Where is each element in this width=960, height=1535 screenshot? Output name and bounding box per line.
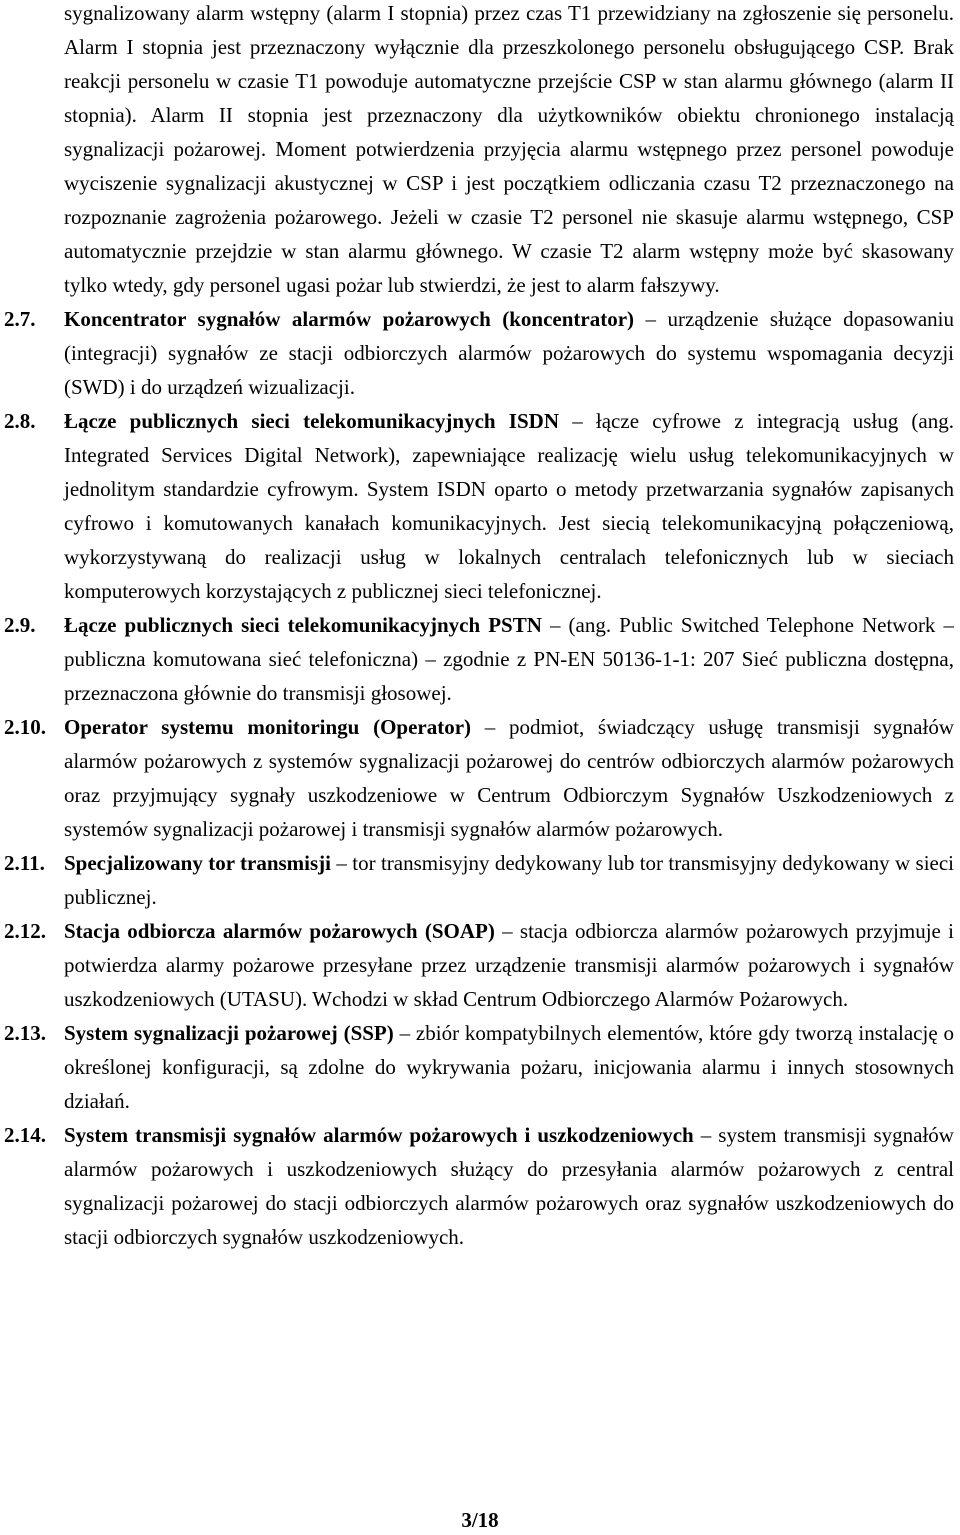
- definition-text: [64, 914, 954, 1016]
- definition-number: 2.13.: [4, 1021, 46, 1045]
- definition-term: Specjalizowany tor transmisji: [64, 851, 332, 875]
- definition-text: [64, 404, 954, 608]
- definition-number: 2.14.: [4, 1123, 46, 1147]
- definition-term: System sygnalizacji pożarowej (SSP): [64, 1021, 394, 1045]
- definition-term: System transmisji sygnałów alarmów pożarowych i uszkodzeniowych: [64, 1123, 694, 1147]
- definition-body: – (ang. Public Switched Telephone Network – publiczna komutowana sieć telefoniczna) – zgodnie z PN-EN 50136-1-1: 207 Sieć publiczna dostępna, przeznaczona głównie do transmisji głosowej.: [64, 613, 954, 705]
- definition-number: 2.11.: [4, 851, 45, 875]
- definition-text: [64, 302, 954, 404]
- definition-text: [64, 846, 954, 914]
- definition-term: Stacja odbiorcza alarmów pożarowych (SOAP): [64, 919, 495, 943]
- definition-number: 2.10.: [4, 715, 46, 739]
- definition-term: Łącze publicznych sieci telekomunikacyjnych ISDN: [64, 409, 559, 433]
- definition-term: Koncentrator sygnałów alarmów pożarowych (koncentrator): [64, 307, 635, 331]
- definition-term: Łącze publicznych sieci telekomunikacyjnych PSTN: [64, 613, 542, 637]
- definition-text: [64, 1016, 954, 1118]
- page-number: 3/18: [461, 1508, 499, 1532]
- definition-2-14: [0, 1118, 960, 1254]
- definition-text: [64, 1118, 954, 1254]
- definition-body: – podmiot, świadczący usługę transmisji sygnałów alarmów pożarowych z systemów sygnalizacji pożarowej do centrów odbiorczych alarmów pożarowych oraz przyjmujący sygnały uszkodzeniowe w Centrum Odbiorczym Sygnałów Uszkodzeniowych z systemów sygnalizacji pożarowej i transmisji sygnałów alarmów pożarowych.: [64, 715, 954, 841]
- definition-term: Operator systemu monitoringu (Operator): [64, 715, 472, 739]
- definition-2-7: [0, 302, 960, 404]
- definition-body: – łącze cyfrowe z integracją usług (ang. Integrated Services Digital Network), zapewniające realizację wielu usług telekomunikacyjnych w jednolitym standardzie cyfrowym. System ISDN oparto o metody przetwarzania sygnałów zapisanych cyfrowo i komutowanych kanałach komunikacyjnych. Jest siecią telekomunikacyjną połączeniową, wykorzystywaną do realizacji usług w lokalnych centralach telefonicznych lub w sieciach komputerowych korzystających z publicznej sieci telefonicznej.: [64, 409, 954, 603]
- definition-2-8: [0, 404, 960, 608]
- definition-number: 2.7.: [4, 307, 36, 331]
- definition-2-10: [0, 710, 960, 846]
- definition-2-12: [0, 914, 960, 1016]
- definition-2-9: [0, 608, 960, 710]
- definition-number: 2.8.: [4, 409, 36, 433]
- intro-paragraph: sygnalizowany alarm wstępny (alarm I stopnia) przez czas T1 przewidziany na zgłoszenie się personelu. Alarm I stopnia jest przeznaczony wyłącznie dla przeszkolonego personelu obsługującego CSP. Brak reakcji personelu w czasie T1 powoduje automatyczne przejście CSP w stan alarmu głównego (alarm II stopnia). Alarm II stopnia jest przeznaczony dla użytkowników obiektu chronionego instalacją sygnalizacji pożarowej. Moment potwierdzenia przyjęcia alarmu wstępnego przez personel powoduje wyciszenie sygnalizacji akustycznej w CSP i jest początkiem odliczania czasu T2 przeznaczonego na rozpoznanie zagrożenia pożarowego. Jeżeli w czasie T2 personel nie skasuje alarmu wstępnego, CSP automatycznie przejdzie w stan alarmu głównego. W czasie T2 alarm wstępny może być skasowany tylko wtedy, gdy personel ugasi pożar lub stwierdzi, że jest to alarm fałszywy.: [64, 1, 954, 297]
- definition-text: [64, 710, 954, 846]
- definition-body: – zbiór kompatybilnych elementów, które gdy tworzą instalację o określonej konfiguracji, są zdolne do wykrywania pożaru, inicjowania alarmu i innych stosownych działań.: [64, 1021, 954, 1113]
- definition-body: – system transmisji sygnałów alarmów pożarowych i uszkodzeniowych służący do przesyłania alarmów pożarowych z central sygnalizacji pożarowej do stacji odbiorczych alarmów pożarowych oraz sygnałów uszkodzeniowych do stacji odbiorczych sygnałów uszkodzeniowych.: [64, 1123, 954, 1249]
- definition-text: [64, 608, 954, 710]
- definition-number: 2.12.: [4, 919, 46, 943]
- definition-2-11: [0, 846, 960, 914]
- definition-body: – stacja odbiorcza alarmów pożarowych przyjmuje i potwierdza alarmy pożarowe przesyłane przez urządzenie transmisji alarmów pożarowych i sygnałów uszkodzeniowych (UTASU). Wchodzi w skład Centrum Odbiorczego Alarmów Pożarowych.: [64, 919, 954, 1011]
- definition-number: 2.9.: [4, 613, 36, 637]
- definition-body: – tor transmisyjny dedykowany lub tor transmisyjny dedykowany w sieci publicznej.: [64, 851, 954, 909]
- definition-body: – urządzenie służące dopasowaniu (integracji) sygnałów ze stacji odbiorczych alarmów pożarowych do systemu wspomagania decyzji (SWD) i do urządzeń wizualizacji.: [64, 307, 954, 399]
- definition-2-13: [0, 1016, 960, 1118]
